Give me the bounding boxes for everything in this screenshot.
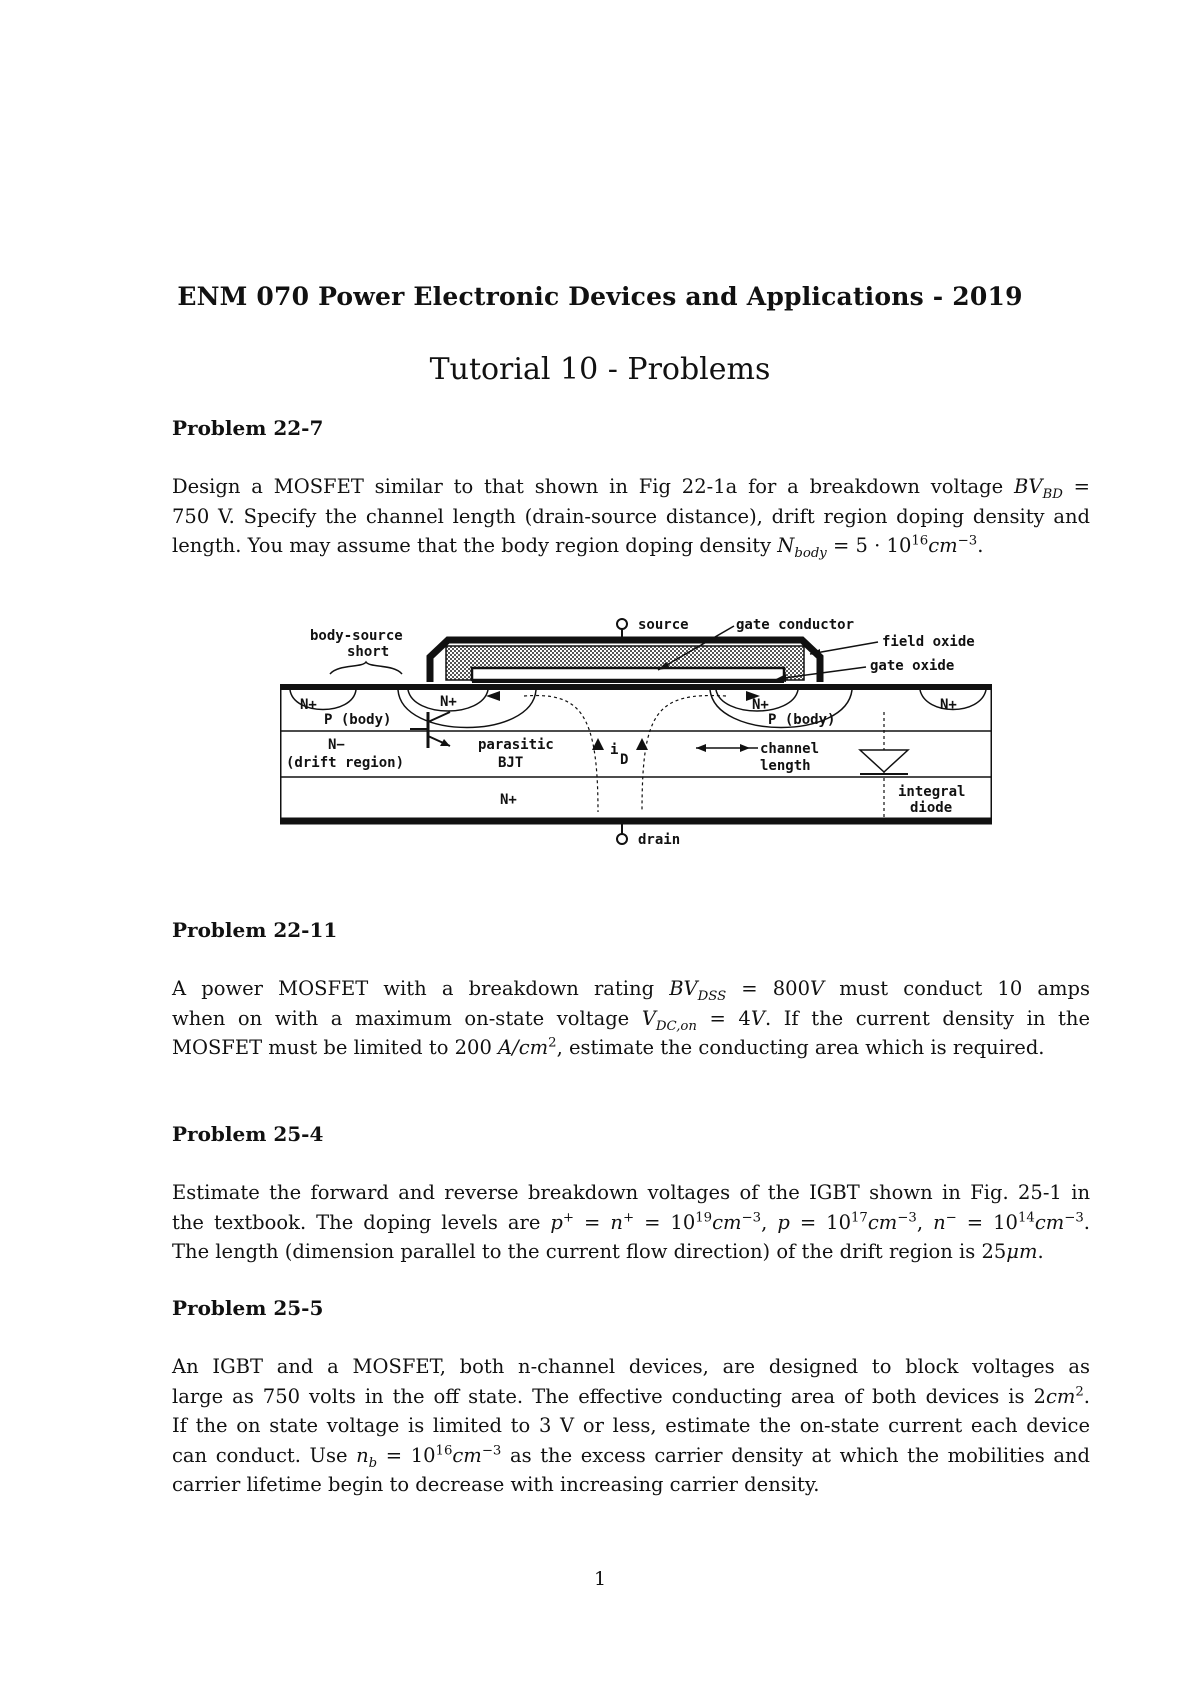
label-drift-region: (drift region) xyxy=(286,755,405,771)
label-p-body-right: P (body) xyxy=(768,712,836,728)
label-i-d-sub: D xyxy=(620,752,629,768)
label-n-plus-left: N+ xyxy=(300,697,317,713)
electron-flow-arrow-left xyxy=(486,691,500,701)
text-line: MOSFET must be limited to 200 $A/cm^2$, estimate the conducting area which is required. xyxy=(172,1035,1045,1059)
current-arrow-left xyxy=(592,738,604,750)
label-n-plus-right: N+ xyxy=(940,697,957,713)
label-parasitic: parasitic xyxy=(478,737,554,753)
course-title: ENM 070 Power Electronic Devices and Applications - 2019 xyxy=(177,282,1023,311)
source-terminal-icon xyxy=(617,619,627,629)
text-line: The length (dimension parallel to the current flow direction) of the drift region is 25μm. xyxy=(172,1240,1044,1263)
text-line: A power MOSFET with a breakdown rating $BV_{DSS} = 800V$ must conduct 10 amps xyxy=(172,977,1090,1004)
label-drain: drain xyxy=(638,832,681,848)
problem-heading-25-4: Problem 25-4 xyxy=(172,1122,324,1146)
body-source-brace xyxy=(330,662,402,674)
problem-heading-22-11: Problem 22-11 xyxy=(172,918,338,942)
label-integral: integral xyxy=(898,784,966,800)
current-flow-line-right xyxy=(642,696,726,812)
tutorial-title: Tutorial 10 - Problems xyxy=(429,352,771,387)
problem-text-25-4 xyxy=(172,1178,1090,1267)
text-line: If the on state voltage is limited to 3 V or less, estimate the on-state current each device xyxy=(172,1414,1090,1437)
current-flow-line-left xyxy=(524,696,598,812)
label-gate-conductor: gate conductor xyxy=(736,617,855,633)
label-length: length xyxy=(760,758,811,774)
label-i-d: i xyxy=(610,742,619,758)
gate-conductor xyxy=(472,668,784,680)
text-line: An IGBT and a MOSFET, both n-channel devices, are designed to block voltages as xyxy=(172,1355,1090,1378)
current-arrow-right xyxy=(636,738,648,750)
drain-terminal-icon xyxy=(617,834,627,844)
label-n-minus: N− xyxy=(328,737,345,753)
label-channel: channel xyxy=(760,741,820,757)
label-diode: diode xyxy=(910,800,953,816)
text-line: when on with a maximum on-state voltage $V_{DC,on} = 4V$. If the current density in the xyxy=(172,1006,1090,1034)
label-field-oxide: field oxide xyxy=(882,634,975,650)
label-source: source xyxy=(638,617,689,633)
text-line: Design a MOSFET similar to that shown in Fig 22-1a for a breakdown voltage $BV_{BD}$ = xyxy=(172,475,1090,502)
label-p-body-left: P (body) xyxy=(324,712,392,728)
label-gate-oxide: gate oxide xyxy=(870,658,955,674)
label-body-source: body-source xyxy=(310,628,403,644)
text-line: the textbook. The doping levels are $p^+ = n^+ = 10^{19}cm^{-3}$, $p = 10^{17}cm^{-3}$, $n^- = 10^{14}cm^{-3}$. xyxy=(172,1210,1090,1234)
page-number: 1 xyxy=(593,1568,607,1590)
problem-heading-25-5: Problem 25-5 xyxy=(172,1296,324,1320)
text-line: Estimate the forward and reverse breakdown voltages of the IGBT shown in Fig. 25-1 in xyxy=(172,1181,1090,1204)
text-line: 750 V. Specify the channel length (drain-source distance), drift region doping density and xyxy=(172,504,1090,528)
problem-text-22-7 xyxy=(172,472,1090,561)
text-line: length. You may assume that the body region doping density $N_{body} = 5 \cdot 10^{16}cm^{-3}$. xyxy=(172,533,984,561)
text-line: carrier lifetime begin to decrease with increasing carrier density. xyxy=(172,1473,820,1496)
label-n-plus-bottom: N+ xyxy=(500,792,517,808)
problem-text-22-11 xyxy=(172,974,1090,1063)
problem-heading-22-7: Problem 22-7 xyxy=(172,416,324,440)
label-bjt: BJT xyxy=(498,755,524,771)
label-short: short xyxy=(347,644,390,660)
label-n-plus-inner-left: N+ xyxy=(440,694,457,710)
text-line: can conduct. Use $n_b = 10^{16}cm^{-3}$ as the excess carrier density at which the mobilities and xyxy=(172,1443,1090,1471)
mosfet-cross-section-figure xyxy=(280,612,992,848)
problem-text-25-5 xyxy=(172,1352,1090,1500)
label-n-plus-inner-right: N+ xyxy=(752,697,769,713)
text-line: large as 750 volts in the off state. The effective conducting area of both devices is $2cm^2$. xyxy=(172,1384,1090,1408)
integral-diode-icon xyxy=(860,750,908,772)
